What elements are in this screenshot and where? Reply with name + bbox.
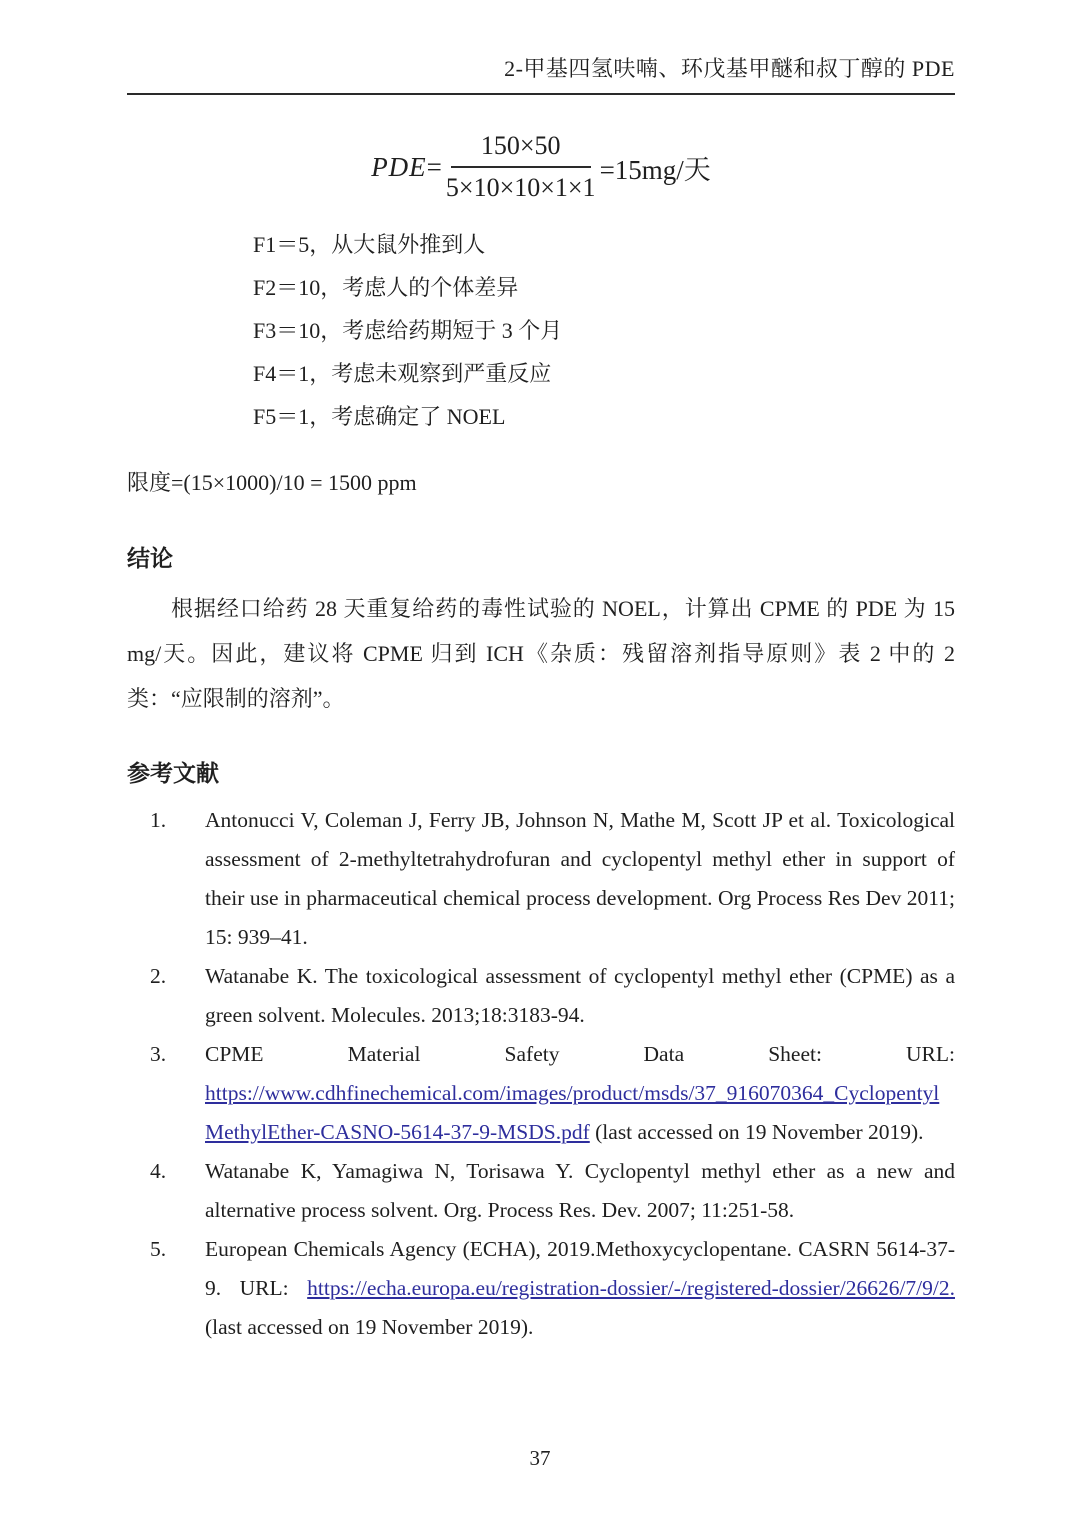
factor-line-f3: F3＝10，考虑给药期短于 3 个月 [253,318,563,343]
reference-text: Watanabe K, Yamagiwa N, Torisawa Y. Cyclopentyl methyl ether as a new and alternative process solvent. Org. Process Res. Dev. 2007; 11:251-58. [205,1159,955,1222]
reference-text: (last accessed on 19 November 2019). [589,1120,924,1144]
reference-link-line [205,1074,955,1152]
reference-link[interactable]: https://echa.europa.eu/registration-dossier/-/registered-dossier/26626/7/9/2. [307,1276,955,1300]
reference-text: (last accessed on 19 November 2019). [205,1315,534,1339]
reference-item-5 [127,1230,955,1347]
factor-line-f1: F1＝5，从大鼠外推到人 [253,232,486,257]
reference-text: European Chemicals Agency (ECHA), 2019.Methoxycyclopentane. CASRN 5614-37-9. URL: [205,1237,955,1300]
reference-item-2 [127,957,955,1035]
reference-item-4 [127,1152,955,1230]
reference-number: 2. [150,964,167,988]
reference-item-1 [127,801,955,957]
factor-list [253,223,955,438]
limit-equation: 限度=(15×1000)/10 = 1500 ppm [127,470,417,495]
reference-number: 4. [150,1159,167,1183]
fraction-numerator: 150×50 [451,131,591,168]
formula-lhs: PDE [371,151,427,182]
header-title: 2-甲基四氢呋喃、环戊基甲醚和叔丁醇的 PDE [504,56,955,81]
conclusion-heading: 结论 [127,546,173,571]
formula-result: =15mg/天 [599,154,711,185]
conclusion-paragraph: 根据经口给药 28 天重复给药的毒性试验的 NOEL，计算出 CPME 的 PDE 为 15 mg/天。因此，建议将 CPME 归到 ICH《杂质：残留溶剂指导原则》表 2 中的 2 类：“应限制的溶剂”。 [127,596,955,711]
page-number: 37 [529,1446,551,1470]
reference-list [127,801,955,1347]
reference-number: 5. [150,1237,167,1261]
factor-line-f5: F5＝1，考虑确定了 NOEL [253,404,506,429]
reference-link[interactable]: https://www.cdhfinechemical.com/images/product/msds/37_916070364_CyclopentylMethylEther-CASNO-5614-37-9-MSDS.pdf [205,1081,940,1144]
reference-text: CPME Material Safety Data Sheet: URL: [205,1042,955,1066]
reference-number: 1. [150,808,167,832]
reference-text: Antonucci V, Coleman J, Ferry JB, Johnson N, Mathe M, Scott JP et al. Toxicological assessment of 2-methyltetrahydrofuran and cyclopentyl methyl ether in support of their use in pharmaceutical chemical process development. Org Process Res Dev 2011; 15: 939–41. [205,808,955,949]
factor-line-f2: F2＝10，考虑人的个体差异 [253,275,519,300]
formula-equals: = [426,151,442,182]
reference-number: 3. [150,1042,167,1066]
pde-formula [127,131,955,203]
reference-item-3 [127,1035,955,1152]
fraction-denominator: 5×10×10×1×1 [445,173,596,202]
reference-text: Watanabe K. The toxicological assessment of cyclopentyl methyl ether (CPME) as a green solvent. Molecules. 2013;18:3183-94. [205,964,955,1027]
fraction [446,131,596,203]
running-header [127,0,955,95]
references-heading: 参考文献 [127,761,219,786]
factor-line-f4: F4＝1，考虑未观察到严重反应 [253,361,552,386]
